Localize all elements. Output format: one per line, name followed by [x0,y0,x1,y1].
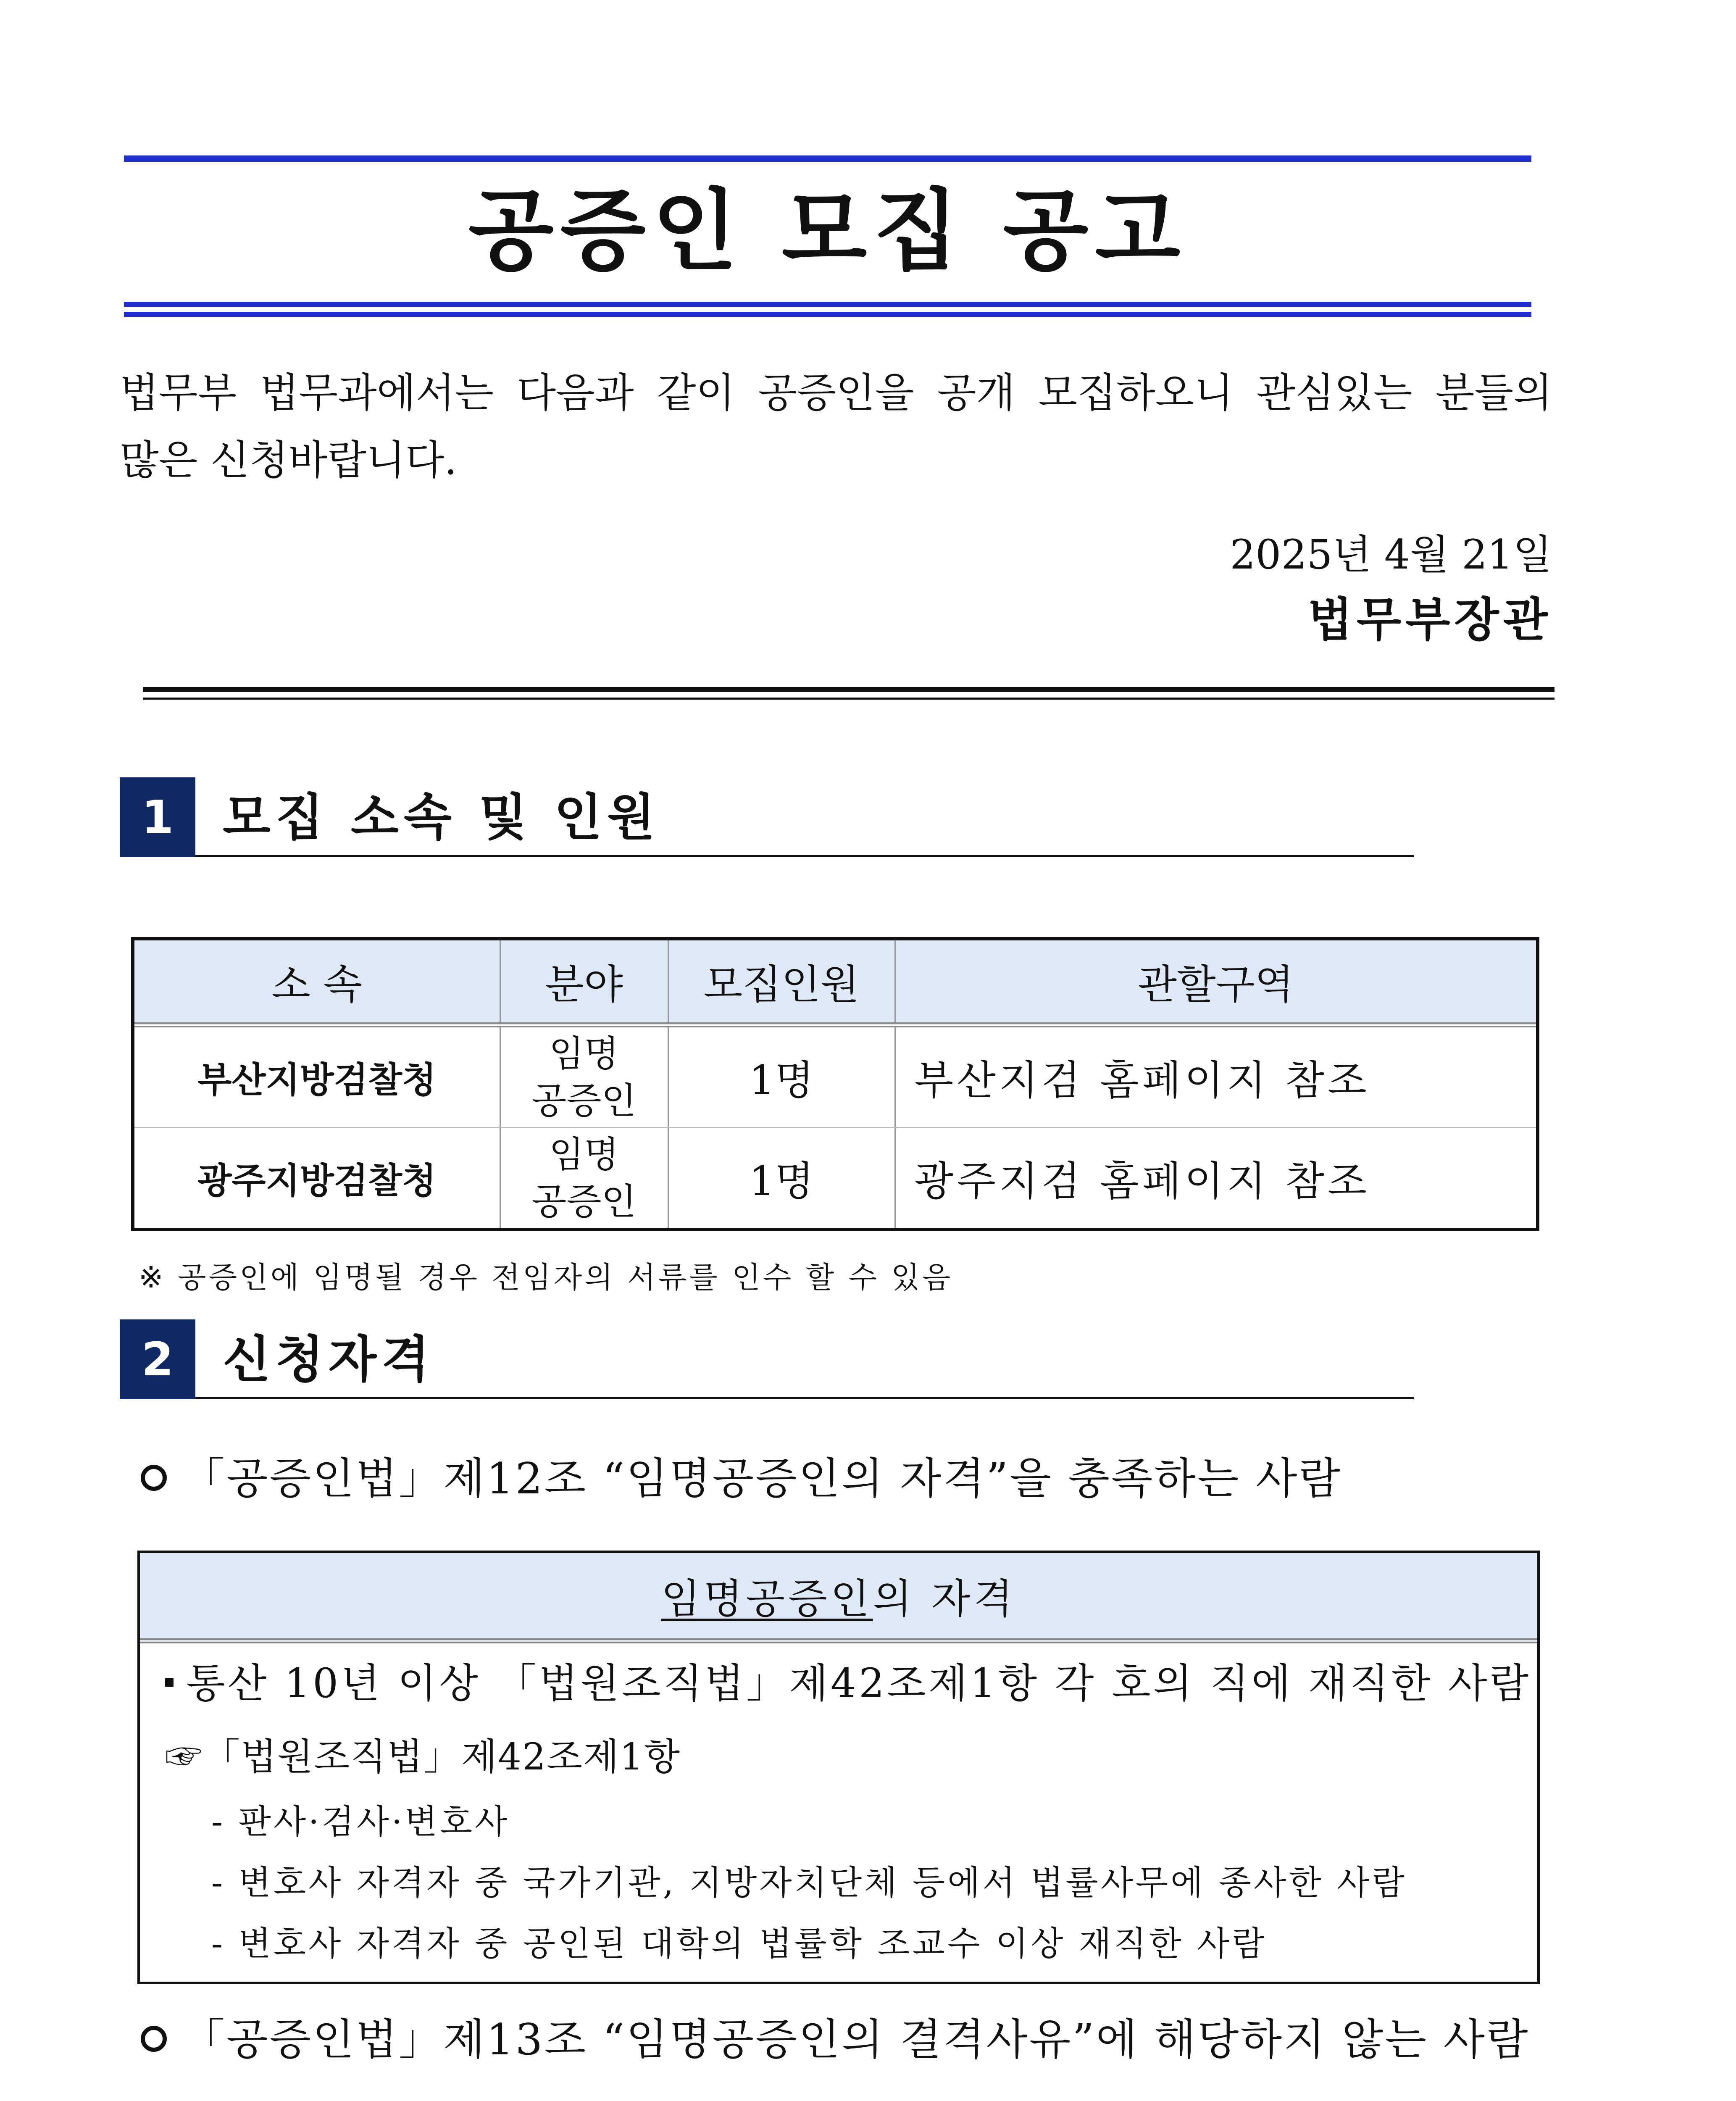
title-rule-bottom-2 [124,312,1531,317]
separator-thick [143,687,1555,692]
section-number: 2 [120,1319,195,1399]
qualification-item [141,2006,1530,2074]
qualification-sub-item: - 판사·검사·변호사 [211,1802,510,1841]
section-number: 1 [120,777,195,857]
table-row [134,1025,1536,1128]
column-header: 관할구역 [895,940,1536,1025]
cell-field [500,1128,668,1228]
table-header-row [134,940,1536,1025]
cell-field-line: 임명 [549,1133,619,1176]
section-underline [195,855,1414,857]
cell-count: 1명 [668,1128,895,1228]
cell-field-line: 임명 [549,1032,619,1075]
cell-area: 광주지검 홈페이지 참조 [914,1158,1370,1205]
title-rule-top [124,155,1531,162]
qualification-box-title-underlined: 임명공증인 [661,1575,873,1622]
qualification-sub-item: - 변호사 자격자 중 국가기관, 지방자치단체 등에서 법률사무에 종사한 사람 [211,1863,1407,1902]
column-header: 소 속 [134,940,500,1025]
cell-count: 1명 [668,1025,895,1128]
qualification-box-title [140,1553,1537,1643]
qualification-box-title-rest: 의 자격 [873,1575,1016,1622]
qualification-sub-item: - 변호사 자격자 중 공인된 대학의 법률학 조교수 이상 재직한 사람 [211,1924,1267,1963]
circle-bullet-icon [141,2026,167,2052]
recruitment-table [131,937,1539,1231]
cell-field-line: 공증인 [531,1180,637,1223]
section-title: 모집 소속 및 인원 [223,788,660,846]
qualification-item-text: 「공증인법」제13조 “임명공증인의 결격사유”에 해당하지 않는 사람 [182,2015,1530,2065]
qualification-box [137,1551,1540,1984]
announcement-date: 2025년 4월 21일 [1230,531,1552,578]
column-header: 분야 [500,940,668,1025]
signer: 법무부장관 [1307,593,1552,647]
intro-line-1: 법무부 법무과에서는 다음과 같이 공증인을 공개 모집하오니 관심있는 분들의 [120,369,1552,416]
qualification-main [165,1652,1531,1715]
column-header: 모집인원 [668,940,895,1025]
cell-area: 부산지검 홈페이지 참조 [895,1025,1536,1128]
section-title: 신청자격 [223,1330,434,1388]
table-row [134,1128,1536,1228]
separator-thin [143,698,1555,700]
qualification-item [141,1445,1342,1513]
cell-field-line: 공증인 [531,1079,637,1122]
square-bullet-icon [165,1678,174,1687]
cell-org: 광주지방검찰청 [134,1128,500,1228]
cell-field [500,1025,668,1128]
cell-org: 부산지방검찰청 [134,1025,500,1128]
qualification-item-text: 「공증인법」제12조 “임명공증인의 자격”을 충족하는 사람 [182,1454,1342,1504]
title-rule-bottom [124,302,1531,307]
qualification-reference: ☞「법원조직법」제42조제1항 [165,1735,681,1778]
circle-bullet-icon [141,1465,167,1491]
page-title: 공증인 모집 공고 [468,179,1187,282]
section-underline [195,1397,1414,1399]
qualification-main-text: 통산 10년 이상 「법원조직법」제42조제1항 각 호의 직에 재직한 사람 [186,1660,1531,1707]
table-note: ※ 공증인에 임명될 경우 전임자의 서류를 인수 할 수 있음 [139,1260,953,1295]
intro-line-2: 많은 신청바랍니다. [120,437,457,484]
